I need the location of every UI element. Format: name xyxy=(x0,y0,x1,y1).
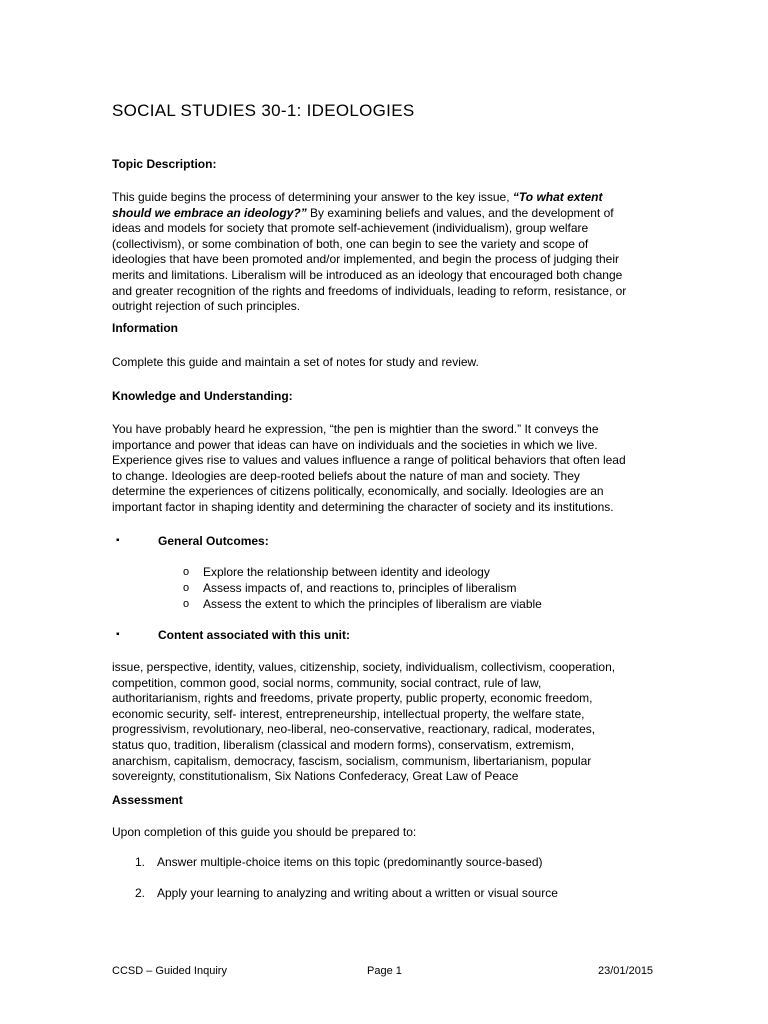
paragraph-line: sovereignty, constitutionalism, Six Nations Confederacy, Great Law of Peace xyxy=(112,769,519,784)
outcome-item-text: Explore the relationship between identity and ideology xyxy=(203,565,490,579)
paragraph-line: merits and limitations. Liberalism will be introduced as an ideology that encouraged both change xyxy=(112,267,623,282)
paragraph-line: Experience gives rise to values and values influence a range of political behaviors that often lead xyxy=(112,453,626,468)
list-number: 1. xyxy=(135,855,146,869)
list-marker-icon: o xyxy=(183,598,190,610)
bullet-icon: ▪ xyxy=(116,629,120,640)
paragraph-text: This guide begins the process of determining your answer to the key issue, xyxy=(112,190,513,204)
paragraph-line: progressivism, revolutionary, neo-liberal, neo-conservative, reactionary, radical, moderates, xyxy=(112,722,596,737)
paragraph-line: status quo, tradition, liberalism (classical and modern forms), conservatism, extremism, xyxy=(112,737,575,752)
paragraph-line: outright rejection of such principles. xyxy=(112,299,301,314)
general-outcomes-heading: General Outcomes: xyxy=(158,534,269,548)
outcome-item-text: Assess impacts of, and reactions to, principles of liberalism xyxy=(203,581,517,595)
key-issue-emphasis: “To what extent xyxy=(512,190,603,204)
assessment-heading: Assessment xyxy=(112,793,183,807)
outcome-item-text: Assess the extent to which the principles of liberalism are viable xyxy=(203,597,542,611)
footer-date: 23/01/2015 xyxy=(598,965,654,977)
paragraph-line: ideologies that have been promoted and/or implemented, and begin the process of judging their xyxy=(112,252,620,267)
footer-page-number: Page 1 xyxy=(367,965,402,977)
paragraph-line: and greater recognition of the rights and freedoms of individuals, leading to reform, resistance, or xyxy=(112,283,627,298)
document-title: SOCIAL STUDIES 30-1: IDEOLOGIES xyxy=(112,101,415,120)
paragraph-line: (collectivism), or some combination of both, one can begin to see the variety and scope of xyxy=(112,236,589,251)
list-marker-icon: o xyxy=(183,566,190,578)
content-heading: Content associated with this unit: xyxy=(158,628,351,642)
paragraph-line: anarchism, capitalism, democracy, fascism, socialism, communism, libertarianism, popular xyxy=(112,753,592,768)
topic-description-paragraph xyxy=(112,190,660,315)
information-text: Complete this guide and maintain a set of notes for study and review. xyxy=(112,355,479,369)
assessment-item-text: Apply your learning to analyzing and writing about a written or visual source xyxy=(157,886,558,900)
paragraph-line: economic security, self- interest, entrepreneurship, intellectual property, the welfare state, xyxy=(112,706,585,721)
knowledge-paragraph xyxy=(112,422,660,516)
paragraph-line: issue, perspective, identity, values, citizenship, society, individualism, collectivism, cooperation, xyxy=(112,660,616,674)
paragraph-line: ideas and models for society that promote self-achievement (individualism), group welfare xyxy=(112,221,589,236)
paragraph-line: competition, common good, social norms, community, social contract, rule of law, xyxy=(112,675,542,690)
paragraph-line: important factor in shaping identity and determining the character of society and its institutions. xyxy=(112,499,614,514)
assessment-item-text: Answer multiple-choice items on this topic (predominantly source-based) xyxy=(157,855,543,869)
paragraph-line: to change. Ideologies are deep-rooted beliefs about the nature of man and society. They xyxy=(112,468,580,483)
paragraph-line: authoritarianism, rights and freedoms, private property, public property, economic freedom, xyxy=(112,691,593,706)
topic-description-heading: Topic Description: xyxy=(112,157,217,171)
paragraph-text: By examining beliefs and values, and the development of xyxy=(306,205,614,220)
assessment-intro: Upon completion of this guide you should be prepared to: xyxy=(112,825,417,839)
list-marker-icon: o xyxy=(183,582,190,594)
bullet-icon: ▪ xyxy=(116,535,120,546)
key-issue-emphasis: should we embrace an ideology?” xyxy=(112,205,307,220)
knowledge-heading: Knowledge and Understanding: xyxy=(112,389,293,403)
paragraph-line xyxy=(112,190,660,206)
paragraph-line: You have probably heard he expression, “the pen is mightier than the sword.” It conveys the xyxy=(112,422,599,436)
paragraph-line xyxy=(112,206,660,222)
information-heading: Information xyxy=(112,321,178,335)
paragraph-line: determine the experiences of citizens politically, economically, and socially. Ideologies are an xyxy=(112,484,604,499)
footer-left: CCSD – Guided Inquiry xyxy=(112,965,227,977)
content-paragraph xyxy=(112,660,660,785)
list-number: 2. xyxy=(135,886,146,900)
paragraph-line: importance and power that ideas can have on individuals and the societies in which we live. xyxy=(112,437,598,452)
